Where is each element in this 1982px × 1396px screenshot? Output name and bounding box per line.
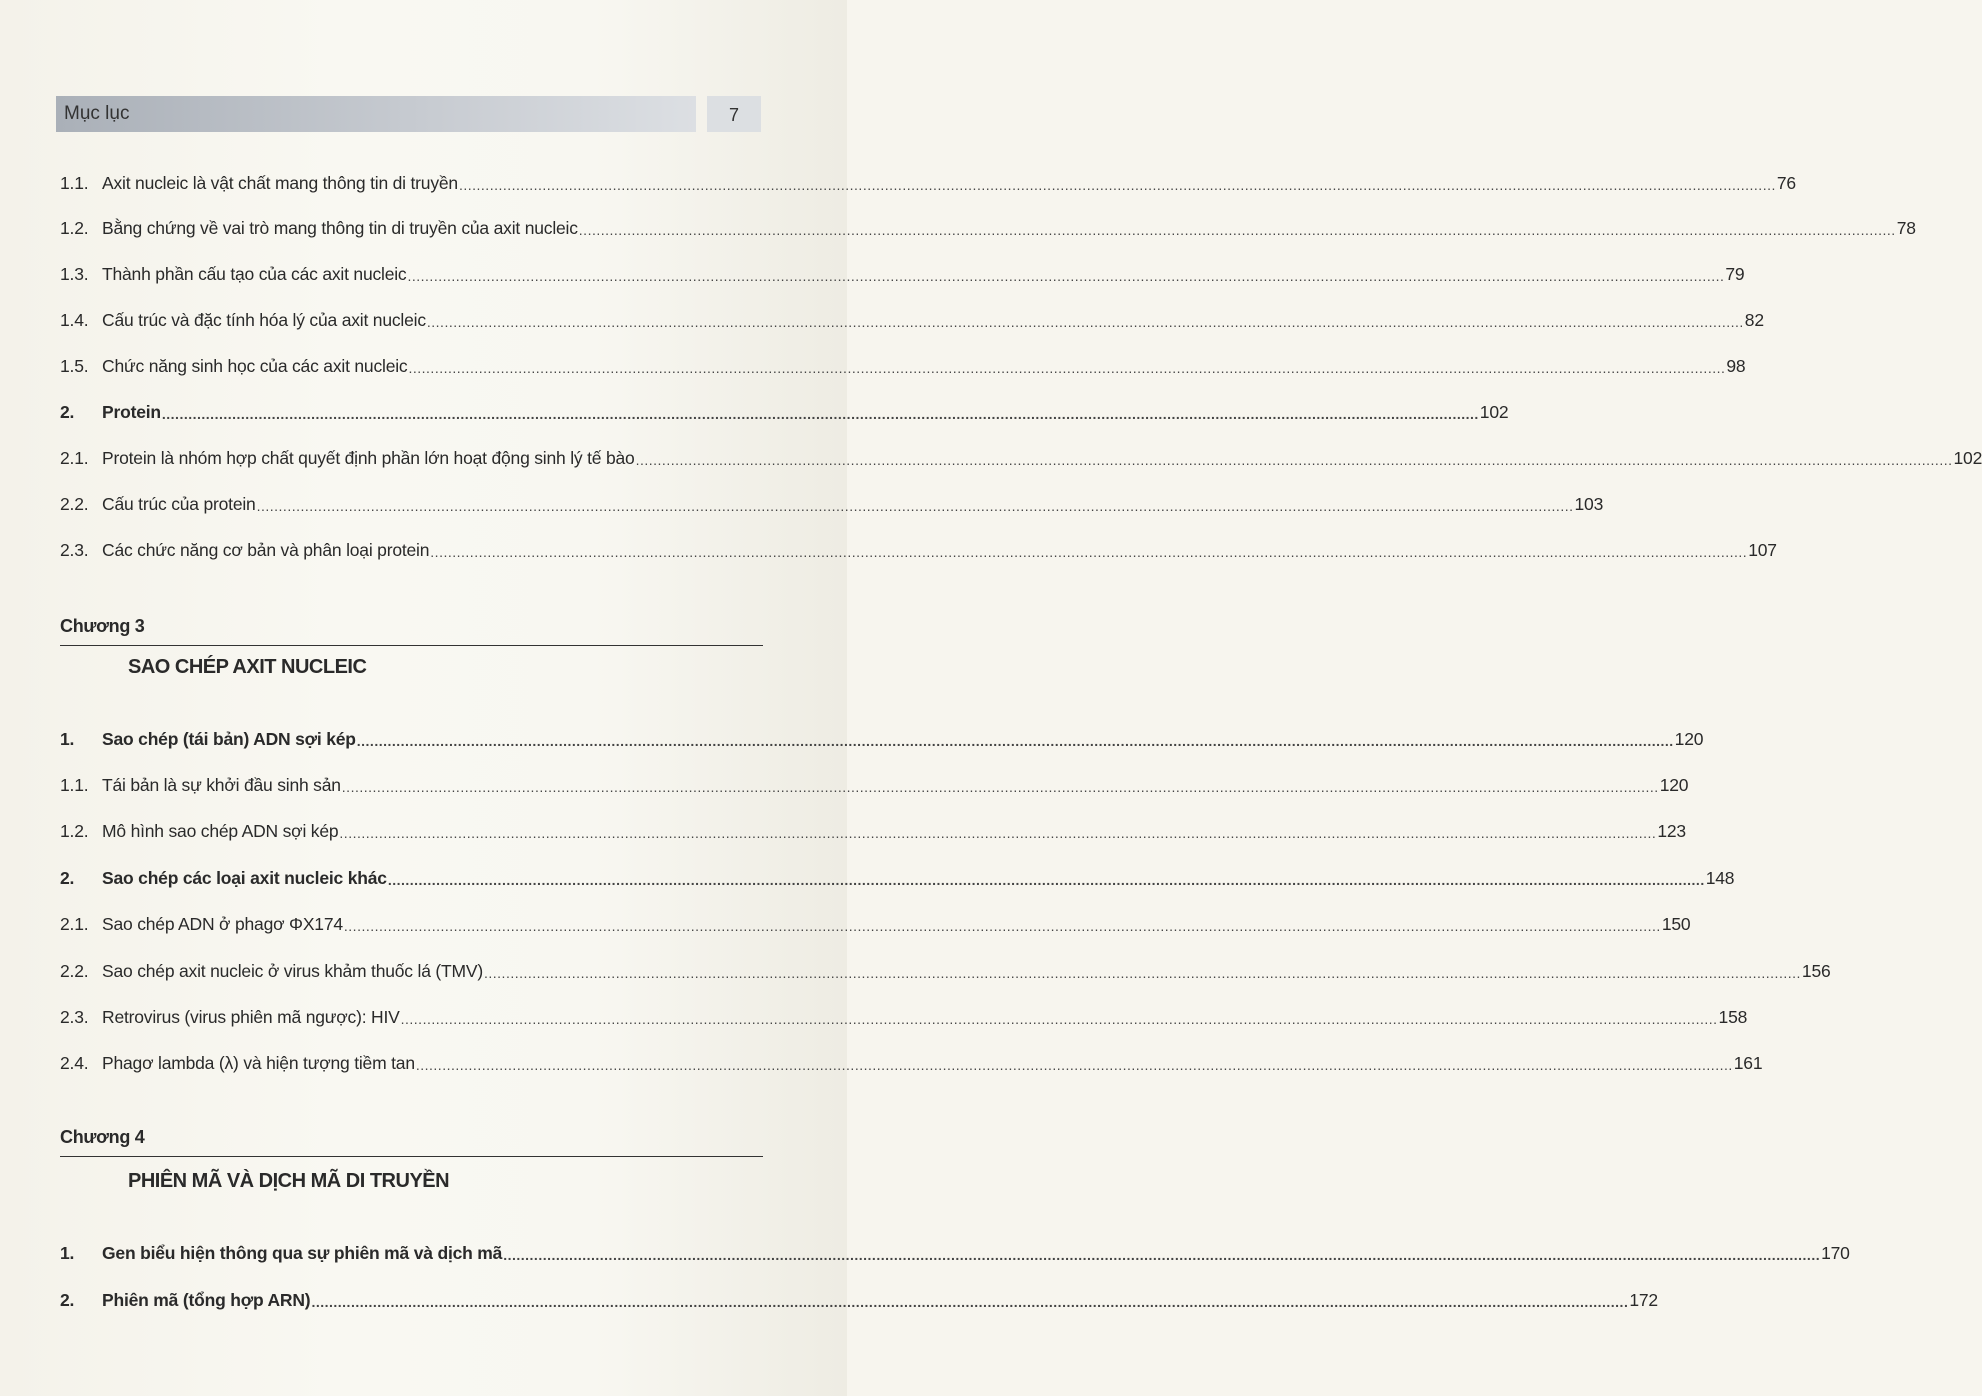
toc-title: Cấu trúc của protein [102, 494, 256, 514]
toc-number: 1. [60, 729, 75, 749]
toc-entry[interactable] [60, 211, 1916, 239]
toc-title: Sao chép ADN ở phagơ ΦX174 [102, 914, 343, 934]
toc-number: 2.3. [60, 1007, 89, 1027]
toc-entry[interactable] [60, 768, 1689, 796]
page-number-box [707, 96, 761, 132]
toc-entry[interactable] [60, 349, 1746, 377]
toc-entry[interactable] [60, 954, 1831, 982]
toc-title: Protein là nhóm hợp chất quyết định phần lớn hoạt động sinh lý tế bào [102, 448, 635, 468]
toc-number: 2.3. [60, 540, 89, 560]
toc-number: 1.1. [60, 173, 89, 193]
toc-title: Phagơ lambda (λ) và hiện tượng tiềm tan [102, 1053, 415, 1073]
toc-entry[interactable] [60, 487, 1604, 515]
toc-entry[interactable] [60, 1283, 1658, 1311]
toc-number: 1.2. [60, 218, 89, 238]
toc-title: Cấu trúc và đặc tính hóa lý của axit nucleic [102, 310, 426, 330]
toc-leader: ............................................................................................................................................................................................................................................................................................................ [426, 314, 1744, 330]
toc-number: 2. [60, 402, 75, 422]
toc-entry[interactable] [60, 166, 1796, 194]
toc-title: Gen biểu hiện thông qua sự phiên mã và dịch mã [102, 1243, 503, 1263]
toc-number: 2.4. [60, 1053, 89, 1073]
toc-leader: ............................................................................................................................................................................................................................................................................................................ [578, 222, 1896, 238]
toc-page: 120 [1659, 775, 1689, 795]
toc-leader: ............................................................................................................................................................................................................................................................................................................ [458, 177, 1776, 193]
toc-title: Retrovirus (virus phiên mã ngược): HIV [102, 1007, 400, 1027]
toc-title: Tái bản là sự khởi đầu sinh sản [102, 775, 341, 795]
page-number: 7 [728, 105, 739, 125]
toc-number: 1. [60, 1243, 75, 1263]
toc-title: Sao chép các loại axit nucleic khác [102, 868, 387, 888]
toc-number: 1.2. [60, 821, 89, 841]
toc-number: 2.1. [60, 448, 89, 468]
chapter-3-title: SAO CHÉP AXIT NUCLEIC [128, 656, 367, 678]
toc-page: 82 [1744, 310, 1764, 330]
toc-entry[interactable] [60, 907, 1691, 935]
toc-leader: ............................................................................................................................................................................................................................................................................................................ [407, 268, 1725, 284]
toc-number: 2.1. [60, 914, 89, 934]
toc-entry[interactable] [60, 257, 1745, 285]
toc-title: Axit nucleic là vật chất mang thông tin di truyền [102, 173, 458, 193]
toc-page: 158 [1718, 1007, 1748, 1027]
toc-page: 123 [1657, 821, 1686, 841]
toc-leader: ............................................................................................................................................................................................................................................................................................................ [311, 1294, 1629, 1310]
chapter-3-rule [60, 645, 763, 646]
toc-page: 102 [1479, 402, 1509, 422]
toc-entry[interactable] [60, 1000, 1748, 1028]
toc-leader: ............................................................................................................................................................................................................................................................................................................ [256, 498, 1574, 514]
toc-number: 2.2. [60, 961, 89, 981]
chapter-4-title: PHIÊN MÃ VÀ DỊCH MÃ DI TRUYỀN [128, 1170, 450, 1192]
toc-page: 107 [1748, 540, 1777, 560]
toc-page: 76 [1776, 173, 1796, 193]
header-bar [56, 96, 696, 132]
toc-title: Bằng chứng về vai trò mang thông tin di truyền của axit nucleic [102, 218, 578, 238]
toc-leader: ............................................................................................................................................................................................................................................................................................................ [356, 733, 1674, 749]
toc-page: 170 [1821, 1243, 1850, 1263]
toc-page: 79 [1725, 264, 1745, 284]
toc-page: 103 [1574, 494, 1604, 514]
toc-title: Thành phần cấu tạo của các axit nucleic [102, 264, 407, 284]
toc-entry[interactable] [60, 533, 1777, 561]
toc-leader: ............................................................................................................................................................................................................................................................................................................ [415, 1057, 1733, 1073]
toc-entry[interactable] [60, 1046, 1763, 1074]
chapter-3-label: Chương 3 [60, 616, 145, 636]
toc-leader: ............................................................................................................................................................................................................................................................................................................ [343, 918, 1661, 934]
toc-entry[interactable] [60, 441, 1982, 469]
toc-page: 120 [1674, 729, 1704, 749]
toc-leader: ............................................................................................................................................................................................................................................................................................................ [341, 779, 1659, 795]
toc-entry[interactable] [60, 303, 1764, 331]
toc-leader: ............................................................................................................................................................................................................................................................................................................ [400, 1011, 1718, 1027]
toc-number: 1.3. [60, 264, 89, 284]
toc-leader: ............................................................................................................................................................................................................................................................................................................ [430, 544, 1748, 560]
toc-page: 78 [1896, 218, 1916, 238]
toc-page: 156 [1801, 961, 1831, 981]
toc-number: 1.5. [60, 356, 89, 376]
toc-leader: ............................................................................................................................................................................................................................................................................................................ [408, 360, 1726, 376]
toc-entry[interactable] [60, 722, 1704, 750]
toc-page: 150 [1661, 914, 1691, 934]
toc-page: 102 [1953, 448, 1982, 468]
toc-leader: ............................................................................................................................................................................................................................................................................................................ [339, 825, 1657, 841]
toc-title: Chức năng sinh học của các axit nucleic [102, 356, 408, 376]
toc-leader: ............................................................................................................................................................................................................................................................................................................ [387, 872, 1705, 888]
toc-number: 1.1. [60, 775, 89, 795]
toc-leader: ............................................................................................................................................................................................................................................................................................................ [484, 965, 1801, 981]
toc-entry[interactable] [60, 861, 1735, 889]
toc-title: Mô hình sao chép ADN sợi kép [102, 821, 339, 841]
toc-entry[interactable] [60, 1236, 1850, 1264]
toc-title: Phiên mã (tổng hợp ARN) [102, 1290, 311, 1310]
chapter-4-rule [60, 1156, 763, 1157]
toc-page: 161 [1733, 1053, 1763, 1073]
toc-number: 2. [60, 868, 75, 888]
toc-title: Protein [102, 402, 161, 422]
toc-title: Các chức năng cơ bản và phân loại protein [102, 540, 430, 560]
toc-entry[interactable] [60, 814, 1686, 842]
header-title: Mục lục [64, 103, 130, 124]
toc-title: Sao chép (tái bản) ADN sợi kép [102, 729, 356, 749]
toc-leader: ............................................................................................................................................................................................................................................................................................................ [161, 406, 1479, 422]
toc-page: 172 [1629, 1290, 1658, 1310]
toc-leader: ............................................................................................................................................................................................................................................................................................................ [503, 1247, 1821, 1263]
toc-entry[interactable] [60, 395, 1509, 423]
toc-number: 2. [60, 1290, 75, 1310]
toc-leader: ............................................................................................................................................................................................................................................................................................................ [635, 452, 1953, 468]
chapter-4-label: Chương 4 [60, 1127, 145, 1147]
toc-number: 1.4. [60, 310, 89, 330]
toc-page: 148 [1705, 868, 1735, 888]
toc-number: 2.2. [60, 494, 89, 514]
toc-title: Sao chép axit nucleic ở virus khảm thuốc lá (TMV) [102, 961, 483, 981]
toc-page: 98 [1726, 356, 1746, 376]
